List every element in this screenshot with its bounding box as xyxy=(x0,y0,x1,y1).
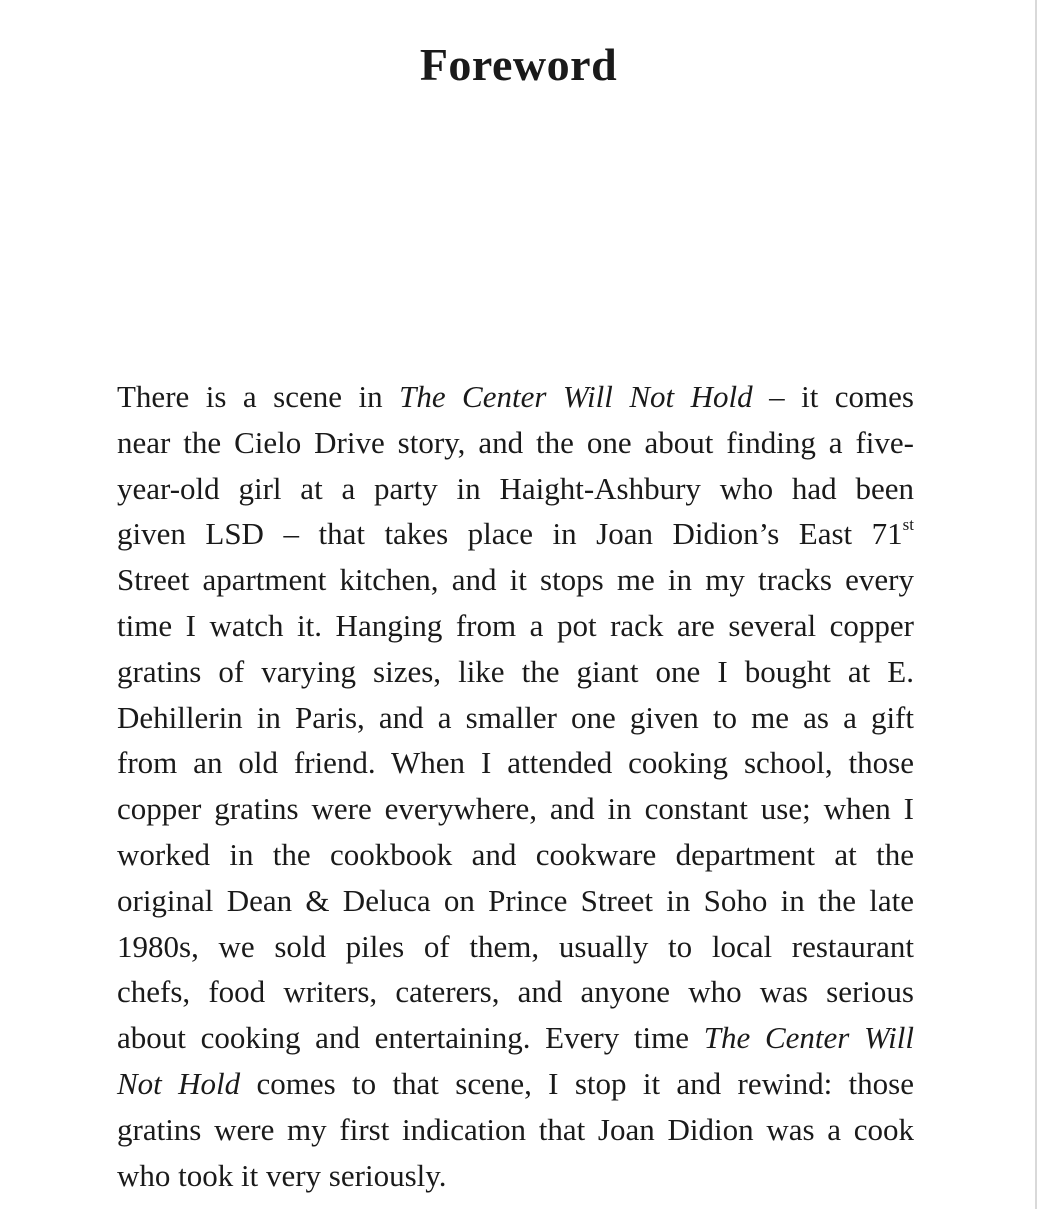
text-line: There is a scene in The Center Will Not Hold – it comes xyxy=(117,379,914,414)
text-line: gratins of varying sizes, like the giant one I bought at E. xyxy=(117,653,914,689)
text-line: 1980s, we sold piles of them, usually to local restaurant xyxy=(117,928,914,964)
foreword-paragraph xyxy=(117,374,914,1198)
text-line: worked in the cookbook and cookware department at the xyxy=(117,836,914,872)
text-line: gratins were my first indication that Joan Didion was a cook xyxy=(117,1111,914,1147)
text-line: from an old friend. When I attended cooking school, those xyxy=(117,745,914,781)
text-line: Dehillerin in Paris, and a smaller one given to me as a gift xyxy=(117,699,914,735)
text-line: near the Cielo Drive story, and the one about finding a five- xyxy=(117,424,914,460)
ordinal-superscript: st xyxy=(902,515,914,535)
chapter-title: Foreword xyxy=(419,39,618,90)
text-line: who took it very seriously. xyxy=(117,1157,447,1193)
text-line: given LSD – that takes place in Joan Didion’s East 71st xyxy=(117,515,914,552)
text-line: time I watch it. Hanging from a pot rack are several copper xyxy=(117,607,914,643)
text-line: copper gratins were everywhere, and in constant use; when I xyxy=(117,791,914,827)
film-title-italic: The Center Will xyxy=(703,1020,914,1056)
text-line: Street apartment kitchen, and it stops me in my tracks every xyxy=(117,562,914,598)
film-title-italic: The Center Will Not Hold xyxy=(399,379,753,414)
text-line: about cooking and entertaining. Every time The Center Will xyxy=(117,1020,914,1056)
film-title-italic: Not Hold xyxy=(117,1065,241,1101)
text-line: original Dean & Deluca on Prince Street in Soho in the late xyxy=(117,882,914,918)
text-line: Not Hold comes to that scene, I stop it and rewind: those xyxy=(117,1065,914,1101)
text-line: year-old girl at a party in Haight-Ashbury who had been xyxy=(117,470,914,506)
text-line: chefs, food writers, caterers, and anyone who was serious xyxy=(117,974,914,1010)
